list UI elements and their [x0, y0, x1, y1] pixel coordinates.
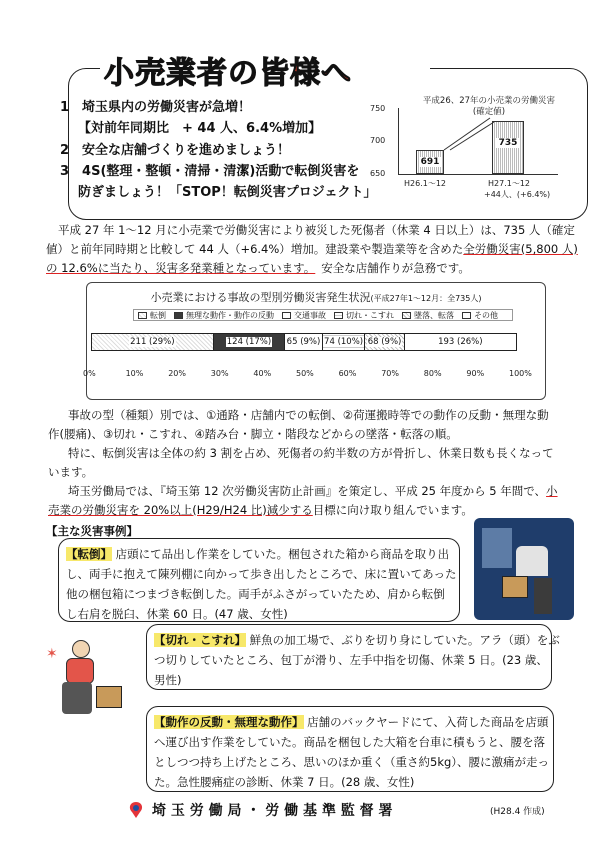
x-tick-label: 30%: [210, 369, 229, 378]
mini-bar-h27-label: 735: [496, 138, 520, 148]
analysis-2a: 特に、転倒災害は全体の約 3 割を占め、死傷者の約半数の方が骨折し、休業日数も長くなって: [68, 446, 554, 460]
legend-label: 切れ・こすれ: [346, 310, 394, 320]
x-tick-label: 10%: [125, 369, 144, 378]
bar-segment: [285, 334, 322, 350]
case-strain-line-3: としつつ持ち上げたところ、思いのほか重く（重さ約5kg）、腰に激痛が走っ: [154, 755, 550, 769]
mini-chart-subtitle: (確定値): [472, 107, 506, 117]
legend-swatch: [282, 312, 291, 319]
legend-label: 交通事故: [294, 310, 326, 320]
intro-line-2-underlined: 全労働災害(5,800 人): [463, 242, 578, 256]
x-tick-label: 100%: [509, 369, 532, 378]
mini-bar-h26-label: 691: [420, 157, 440, 167]
legend-swatch: [174, 312, 183, 319]
legend-label: 無理な動作・動作の反動: [186, 310, 274, 320]
case-strain-line-1: [154, 712, 548, 732]
analysis-1b: 作(腰痛)、③切れ・こすれ、④踏み台・脚立・階段などからの墜落・転落の順。: [48, 427, 458, 441]
bar-segment-label: 65 (9%): [286, 337, 321, 347]
case-fall-line-2: し、両手に抱えて陳列棚に向かって歩き出したところで、床に置いてあった: [66, 567, 457, 581]
stacked-bar: [91, 333, 517, 351]
bar-segment-label: 124 (17%): [226, 337, 272, 347]
legend-label: その他: [474, 310, 498, 320]
intro-line-3-text: 安全な店舗作りが急務です。: [321, 261, 470, 275]
x-tick-label: 40%: [253, 369, 272, 378]
analysis-3a: [68, 482, 558, 501]
page-title: 小売業者の皆様へ: [100, 48, 430, 88]
legend-item: [174, 310, 274, 321]
mini-tick-750: 750: [370, 104, 386, 113]
case-fall-text-1: 店頭にて品出し作業をしていた。梱包された箱から商品を取り出: [112, 547, 450, 561]
bar-segment: [365, 334, 404, 350]
back-pain-illustration: ✶: [40, 632, 136, 728]
case-fall-line-4: し右肩を脱臼、休業 60 日。(47 歳、女性): [66, 607, 288, 621]
legend-item: [138, 310, 166, 321]
legend-item: [282, 310, 326, 321]
point-1-detail: 【対前年同期比 + 44 人、6.4%増加】: [78, 121, 322, 136]
x-tick-label: 0%: [83, 369, 96, 378]
case-strain-line-4: た。急性腰痛症の診断、休業 7 日。(28 歳、女性): [154, 775, 415, 789]
bar-segment-label: 74 (10%): [324, 337, 364, 347]
analysis-1a: 事故の型（種類）別では、①通路・店舗内での転倒、②荷運搬時等での動作の反動・無理な動: [68, 408, 549, 422]
chart-legend: [133, 309, 513, 321]
x-axis-ticks: [83, 369, 532, 381]
case-cut-line-2: つ切りしていたところ、包丁が滑り、左手中指を切傷、休業 5 日。(23 歳、: [154, 653, 548, 667]
mini-label-h27: H27.1～12: [488, 179, 531, 188]
intro-line-2-text: 値）と前年同時期と比較して 44 人（+6.4%）増加。建設業や製造業等を含めた: [46, 242, 464, 256]
x-tick-label: 90%: [466, 369, 485, 378]
point-1: 1 埼玉県内の労働災害が急増！: [60, 100, 252, 115]
mini-label-h26: H26.1～12: [404, 179, 447, 188]
legend-item: [402, 310, 454, 321]
case-cut-line-1: [154, 630, 560, 650]
mini-tick-650: 650: [370, 169, 386, 178]
intro-line-3-underlined: の 12.6%に当たり、災害多発業種となっています。: [46, 261, 316, 275]
analysis-3b: [48, 501, 473, 520]
legend-swatch: [462, 312, 471, 319]
case-strain-text-1: 店舗のバックヤードにて、入荷した商品を店頭: [303, 715, 549, 729]
analysis-3b-underlined: 売業の労働災害を 20%以上(H29/H24 比)減少する: [48, 503, 313, 517]
case-cut-line-3: 男性): [154, 673, 182, 687]
x-tick-label: 50%: [296, 369, 314, 378]
x-tick-label: 70%: [381, 369, 399, 378]
legend-item: [462, 310, 498, 321]
legend-label: 墜落、転落: [414, 310, 454, 320]
legend-label: 転倒: [150, 310, 166, 320]
legend-swatch: [334, 312, 343, 319]
case-strain-tag: 【動作の反動・無理な動作】: [154, 715, 304, 729]
bar-segment-label: 211 (29%): [130, 337, 175, 347]
case-fall-line-3: 他の梱包箱につまづき転倒した。両手がふさがっていたため、肩から転倒: [66, 587, 445, 601]
labour-bureau-logo-icon: [126, 800, 146, 820]
intro-line-1: 平成 27 年 1～12 月に小売業で労働災害により被災した死傷者（休業 4 日以上）は、735 人（確定: [58, 223, 575, 237]
analysis-3b-text: 目標に向け取り組んでいます。: [312, 503, 473, 517]
main-chart: [83, 282, 546, 400]
intro-line-2: [46, 240, 578, 259]
mini-tick-700: 700: [370, 136, 386, 145]
legend-swatch: [402, 312, 411, 319]
cases-heading: 【主な災害事例】: [46, 524, 138, 538]
mini-y-axis: [398, 108, 399, 174]
point-3-detail: 防ぎましょう！「STOP！転倒災害プロジェクト」: [78, 185, 377, 200]
intro-line-3: [46, 259, 470, 278]
main-chart-title: 小売業における事故の型別労働災害発生状況: [150, 291, 371, 304]
case-fall-tag: 【転倒】: [66, 547, 112, 561]
point-2: 2 安全な店舗づくりを進めましょう！: [60, 143, 291, 158]
fall-illustration: [474, 518, 574, 620]
case-cut-tag: 【切れ・こすれ】: [154, 633, 246, 647]
bar-segment-label: 68 (9%): [367, 337, 402, 347]
bar-segment: [405, 334, 516, 350]
x-tick-label: 80%: [423, 369, 442, 378]
case-strain-line-2: へ運び出す作業をしていた。商品を梱包した大箱を台車に積もうと、腰を落: [154, 735, 545, 749]
mini-sub-label: +44人、(+6.4%): [484, 190, 551, 199]
point-3: 3 4S(整理・整頓・清掃・清潔)活動で転倒災害を: [60, 164, 360, 179]
legend-swatch: [138, 312, 147, 319]
analysis-3a-underlined: 小: [546, 484, 558, 498]
mini-increase-arrow: [440, 112, 500, 154]
mini-chart: [370, 92, 570, 207]
analysis-2b: います。: [48, 465, 94, 479]
main-chart-subtitle: (平成27年1～12月：全735人): [370, 294, 482, 303]
x-tick-label: 60%: [338, 369, 357, 378]
legend-item: [334, 310, 394, 321]
footer-org: 埼 玉 労 働 局 ・ 労 働 基 準 監 督 署: [152, 803, 393, 819]
mini-chart-title: 平成26、27年の小売業の労働災害: [422, 96, 556, 106]
analysis-3a-text: 埼玉労働局では、『埼玉第 12 次労働災害防止計画』を策定し、平成 25 年度から 5 年間で、: [68, 484, 547, 498]
x-tick-label: 20%: [168, 369, 186, 378]
bar-segment: [92, 334, 214, 350]
main-chart-title-row: [87, 289, 545, 305]
bar-segment-label: 193 (26%): [438, 337, 483, 347]
bar-segment: [323, 334, 366, 350]
case-cut-text-1: 鮮魚の加工場で、ぶりを切り身にしていた。アラ（頭）をぶ: [246, 633, 560, 647]
footer-date: (H28.4 作成): [490, 807, 545, 817]
mini-x-axis: [398, 174, 558, 175]
bar-segment: [214, 334, 286, 350]
case-fall-line-1: [66, 544, 449, 564]
